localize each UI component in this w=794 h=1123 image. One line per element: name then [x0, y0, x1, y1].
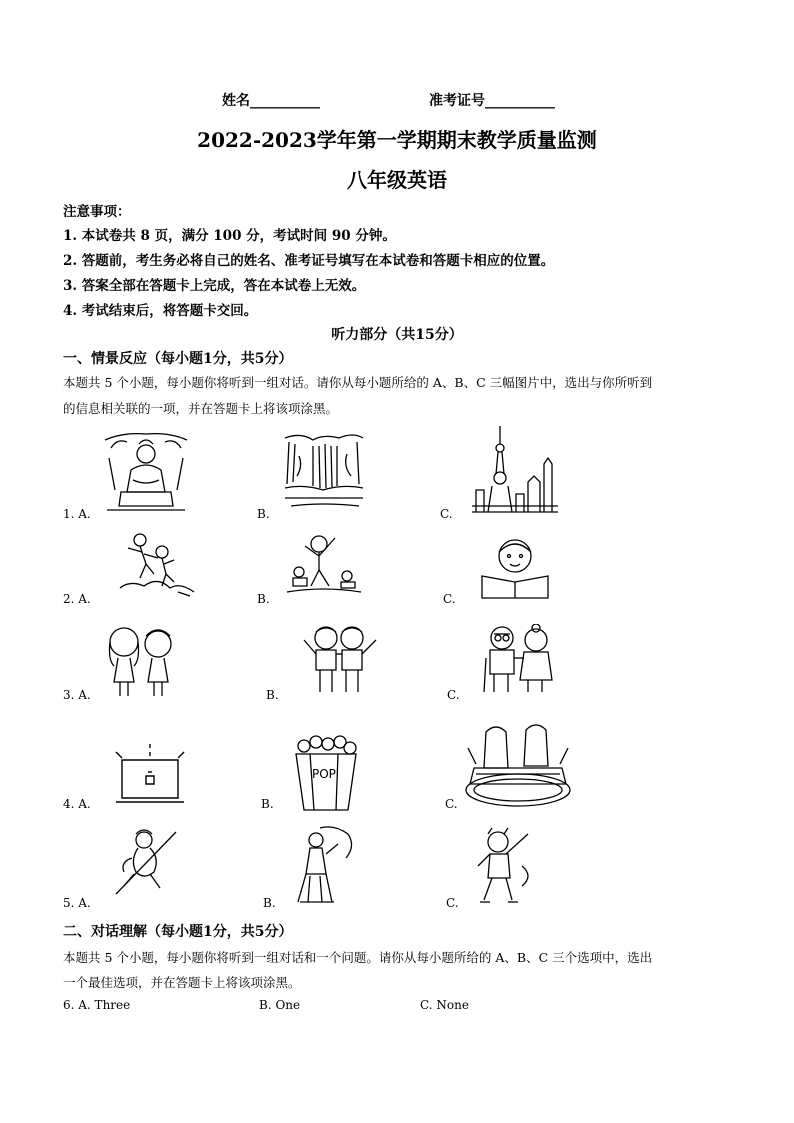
- exercising-with-dog-picture: [283, 528, 365, 598]
- part1-instructions-line2: 的信息相关联的一项，并在答题卡上将该项涂黑。: [63, 401, 339, 416]
- two-boys-picture: [300, 624, 380, 696]
- exam-number-field-label: 准考证号__________: [429, 93, 555, 109]
- climbing-kids-picture: [118, 530, 196, 600]
- notes-heading: 注意事项：: [63, 204, 131, 220]
- monkey-king-picture: [110, 828, 184, 898]
- question-2-option-b: B.: [257, 592, 270, 606]
- name-field-label: 姓名__________: [222, 93, 320, 109]
- question-6-option-b: B. One: [259, 998, 301, 1012]
- tv-screen-picture: [112, 742, 188, 806]
- question-6-option-a: 6. A. Three: [63, 998, 131, 1012]
- listening-section-title: 听力部分（共15分）: [331, 327, 463, 343]
- question-2-option-c: C.: [443, 592, 456, 606]
- nezha-picture: [472, 826, 544, 908]
- elderly-couple-picture: [478, 624, 560, 694]
- question-5-option-b: B.: [263, 896, 276, 910]
- question-3-option-b: B.: [266, 688, 279, 702]
- part2-instructions-line1: 本题共 5 个小题，每小题你将听到一组对话和一个问题。请你从每小题所给的 A、B、C 三个选项中，选出: [63, 950, 653, 965]
- part2-heading: 二、对话理解（每小题1分，共5分）: [63, 924, 293, 940]
- question-1-option-c: C.: [440, 507, 453, 521]
- note-item: 4. 考试结束后，将答题卡交回。: [63, 303, 258, 319]
- part1-heading: 一、情景反应（每小题1分，共5分）: [63, 351, 293, 367]
- reading-boy-picture: [478, 536, 552, 600]
- question-5-option-a: 5. A.: [63, 896, 91, 910]
- question-3-option-a: 3. A.: [63, 688, 91, 702]
- question-1-option-b: B.: [257, 507, 270, 521]
- waterfall-picture: [283, 432, 365, 512]
- question-1-option-a: 1. A.: [63, 507, 91, 521]
- part1-instructions-line1: 本题共 5 个小题，每小题你将听到一组对话。请你从每小题所给的 A、B、C 三幅图片中，选出与你所听到: [63, 375, 653, 390]
- question-6-option-c: C. None: [420, 998, 469, 1012]
- part2-instructions-line2: 一个最佳选项，并在答题卡上将该项涂黑。: [63, 975, 301, 990]
- note-item: 1. 本试卷共 8 页，满分 100 分，考试时间 90 分钟。: [63, 228, 396, 244]
- exam-title: 2022-2023学年第一学期期末教学质量监测: [197, 128, 597, 152]
- warrior-with-spear-picture: [290, 824, 356, 906]
- question-2-option-a: 2. A.: [63, 592, 91, 606]
- cinema-seats-picture: [462, 718, 576, 810]
- note-item: 2. 答题前，考生务必将自己的姓名、准考证号填写在本试卷和答题卡相应的位置。: [63, 253, 555, 269]
- question-3-option-c: C.: [447, 688, 460, 702]
- question-4-option-a: 4. A.: [63, 797, 91, 811]
- popcorn-picture: [290, 734, 362, 814]
- note-item: 3. 答案全部在答题卡上完成，答在本试卷上无效。: [63, 278, 366, 294]
- exam-subtitle: 八年级英语: [347, 168, 447, 192]
- question-4-option-b: B.: [261, 797, 274, 811]
- question-5-option-c: C.: [446, 896, 459, 910]
- svg-text:POP: POP: [312, 767, 336, 781]
- question-4-option-c: C.: [445, 797, 458, 811]
- two-girls-picture: [104, 624, 180, 698]
- seated-buddha-statue-picture: [103, 430, 189, 512]
- tv-tower-skyline-picture: [472, 424, 558, 514]
